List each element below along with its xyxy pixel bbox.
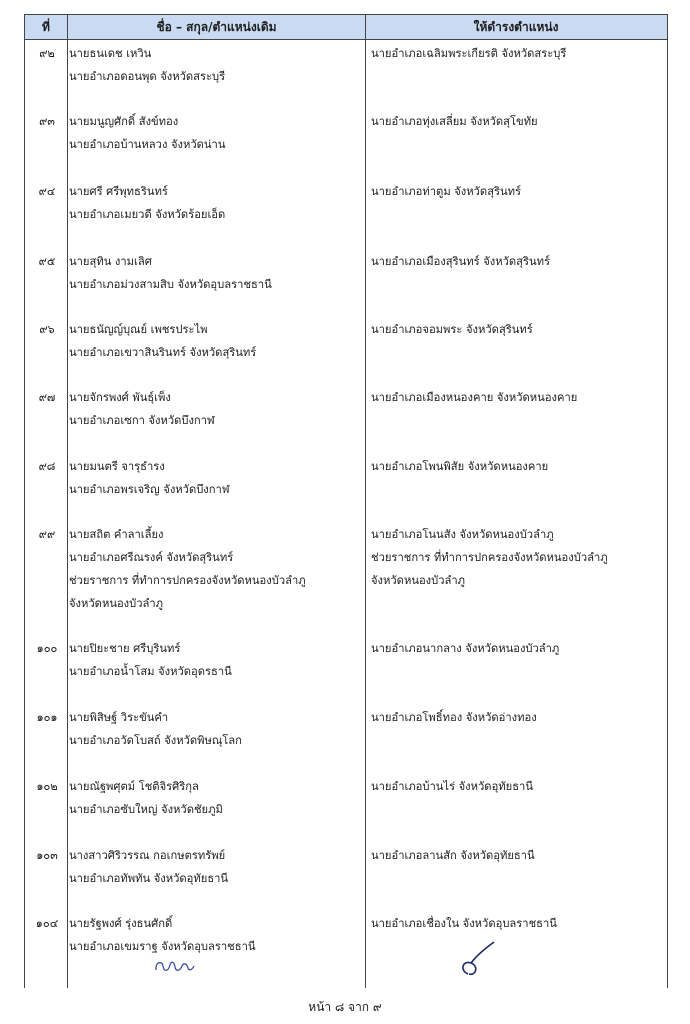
old-position-cell <box>69 110 365 156</box>
new-position-cell <box>371 706 665 729</box>
new-position: นายอำเภอเฉลิมพระเกียรติ จังหวัดสระบุรี <box>371 47 567 60</box>
page-number: หน้า ๘ จาก ๙ <box>308 1000 382 1014</box>
row-number: ๑๐๔ <box>35 917 59 930</box>
new-position-cell <box>371 318 665 341</box>
old-position: นายอำเภอบ้านหลวง จังหวัดน่าน <box>69 138 226 151</box>
old-position: นายอำเภอพรเจริญ จังหวัดบึงกาฬ <box>69 483 230 496</box>
old-position: นายอำเภอเมยวดี จังหวัดร้อยเอ็ด <box>69 208 226 221</box>
new-position: นายอำเภอลานสัก จังหวัดอุทัยธานี <box>371 849 535 862</box>
row-number: ๑๐๐ <box>36 642 58 655</box>
person-name: นายมนูญศักดิ์ สังข์ทอง <box>69 115 179 128</box>
new-position-cell <box>371 455 665 478</box>
appointment-table <box>24 14 668 988</box>
new-position-cell <box>371 386 665 409</box>
new-position-cell <box>371 844 665 867</box>
old-position-cell <box>69 706 365 752</box>
column-divider <box>67 14 68 988</box>
row-number: ๙๓ <box>39 115 55 128</box>
person-name: นายพิสิษฐ์ วิระขันคำ <box>69 711 169 724</box>
old-position: นายอำเภอเขวาสินรินทร์ จังหวัดสุรินทร์ <box>69 346 257 359</box>
person-name: นายมนตรี จารุธำรง <box>69 460 165 473</box>
person-name: นายสถิต คำลาเลี้ยง <box>69 528 164 541</box>
old-position-cell <box>69 775 365 821</box>
old-position-cell <box>69 912 365 958</box>
table-header <box>25 14 667 40</box>
person-name: นายณัฐพศุตม์ โชติจิรศิริกุล <box>69 780 199 793</box>
old-position-cell <box>69 637 365 683</box>
new-position: นายอำเภอเมืองสุรินทร์ จังหวัดสุรินทร์ <box>371 255 551 268</box>
new-position-extra: จังหวัดหนองบัวลำภู <box>371 574 466 587</box>
new-position: นายอำเภอโพนพิสัย จังหวัดหนองคาย <box>371 460 549 473</box>
new-position: นายอำเภอเมืองหนองคาย จังหวัดหนองคาย <box>371 391 578 404</box>
new-position: นายอำเภอเชื่องใน จังหวัดอุบลราชธานี <box>371 917 557 930</box>
old-position-cell <box>69 386 365 432</box>
old-position-extra: ช่วยราชการ ที่ทำการปกครองจังหวัดหนองบัวลำภู <box>69 574 306 587</box>
old-position: นายอำเภอทัพทัน จังหวัดอุทัยธานี <box>69 872 229 885</box>
row-number: ๙๙ <box>38 528 56 541</box>
row-number: ๙๘ <box>38 460 56 473</box>
row-number: ๙๕ <box>38 255 56 268</box>
new-position: นายอำเภอโพธิ์ทอง จังหวัดอ่างทอง <box>371 711 537 724</box>
person-name: นายธนเดช เหวิน <box>69 47 152 60</box>
old-position-cell <box>69 42 365 88</box>
row-number: ๑๐๑ <box>36 711 58 724</box>
old-position-cell <box>69 455 365 501</box>
row-number: ๙๖ <box>39 323 55 336</box>
person-name: นายปิยะชาย ศรีบุรินทร์ <box>69 642 181 655</box>
new-position-cell <box>371 775 665 798</box>
new-position-cell <box>371 523 665 592</box>
old-position: นายอำเภอเขมราฐ จังหวัดอุบลราชธานี <box>69 940 256 953</box>
row-number: ๙๒ <box>39 47 55 60</box>
approval-signature-icon <box>452 938 502 980</box>
new-position-cell <box>371 42 665 65</box>
old-position: นายอำเภอม่วงสามสิบ จังหวัดอุบลราชธานี <box>69 278 272 291</box>
new-position: นายอำเภอท่าตูม จังหวัดสุรินทร์ <box>371 185 522 198</box>
header-no: ที่ <box>42 20 50 34</box>
header-new-position: ให้ดำรงตำแหน่ง <box>473 20 559 34</box>
new-position-cell <box>371 110 665 133</box>
row-number: ๑๐๒ <box>36 780 58 793</box>
person-name: นางสาวศิริวรรณ กอเกษตรทรัพย์ <box>69 849 226 862</box>
person-name: นายศรี ศรีพุทธรินทร์ <box>69 185 168 198</box>
person-name: นายรัฐพงศ์ รุ่งธนศักดิ์ <box>69 917 173 930</box>
old-position-cell <box>69 318 365 364</box>
new-position-cell <box>371 637 665 660</box>
new-position-cell <box>371 912 665 935</box>
person-name: นายสุทิน งามเลิศ <box>69 255 152 268</box>
row-number: ๙๗ <box>38 391 56 404</box>
old-position: นายอำเภอน้ำโสม จังหวัดอุดรธานี <box>69 665 232 678</box>
old-position: นายอำเภอวัดโบสถ์ จังหวัดพิษณุโลก <box>69 734 242 747</box>
new-position: นายอำเภอทุ่งเสลี่ยม จังหวัดสุโขทัย <box>371 115 538 128</box>
row-number: ๑๐๓ <box>36 849 58 862</box>
old-position: นายอำเภอดอนพุด จังหวัดสระบุรี <box>69 70 226 83</box>
new-position: นายอำเภอโนนสัง จังหวัดหนองบัวลำภู <box>371 528 554 541</box>
old-position: นายอำเภอซับใหญ่ จังหวัดชัยภูมิ <box>69 803 223 816</box>
row-number: ๙๔ <box>38 185 56 198</box>
old-position-cell <box>69 180 365 226</box>
new-position: นายอำเภอจอมพระ จังหวัดสุรินทร์ <box>371 323 533 336</box>
new-position-cell <box>371 250 665 273</box>
new-position: นายอำเภอบ้านไร่ จังหวัดอุทัยธานี <box>371 780 533 793</box>
old-position: นายอำเภอศรีณรงค์ จังหวัดสุรินทร์ <box>69 551 234 564</box>
old-position-extra: จังหวัดหนองบัวลำภู <box>69 597 164 610</box>
person-name: นายจักรพงศ์ พันธุ์เพ็ง <box>69 391 171 404</box>
new-position-extra: ช่วยราชการ ที่ทำการปกครองจังหวัดหนองบัวลำภู <box>371 551 608 564</box>
old-position-cell <box>69 844 365 890</box>
old-position-cell <box>69 523 365 615</box>
header-name-position: ชื่อ – สกุล/ตำแหน่งเดิม <box>156 20 277 34</box>
initial-signature-icon <box>150 952 198 978</box>
column-divider <box>365 14 366 988</box>
old-position: นายอำเภอเซกา จังหวัดบึงกาฬ <box>69 414 215 427</box>
new-position: นายอำเภอนากลาง จังหวัดหนองบัวลำภู <box>371 642 560 655</box>
person-name: นายธนัญญ์บุณย์ เพชรประไพ <box>69 323 208 336</box>
new-position-cell <box>371 180 665 203</box>
old-position-cell <box>69 250 365 296</box>
